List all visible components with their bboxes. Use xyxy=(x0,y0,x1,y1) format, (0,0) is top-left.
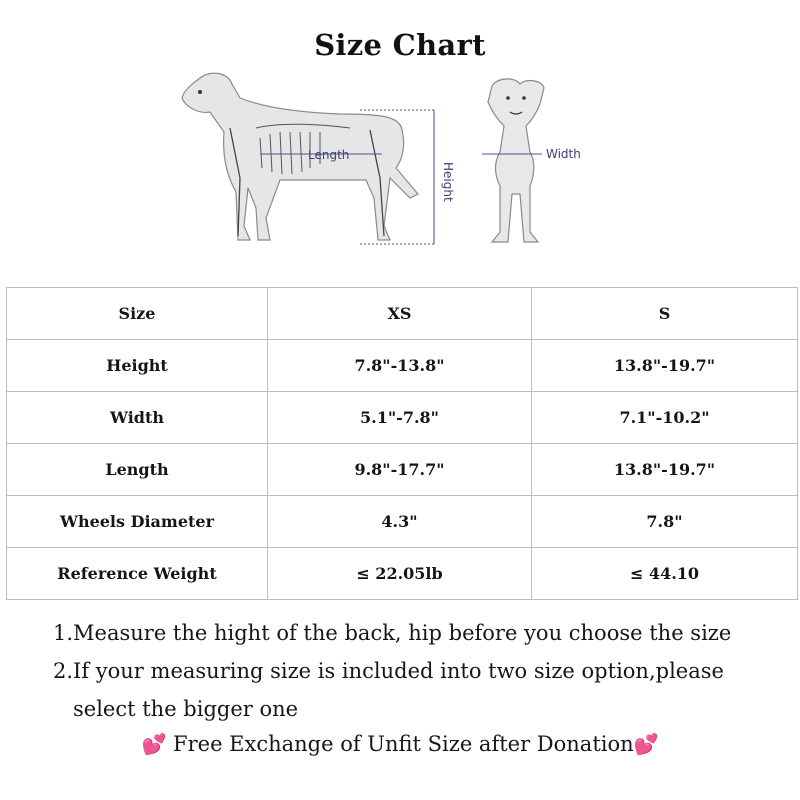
table-cell: 7.8"-13.8" xyxy=(268,340,532,392)
row-label: Wheels Diameter xyxy=(7,496,268,548)
table-row xyxy=(7,548,798,600)
table-header-row xyxy=(7,288,798,340)
table-cell: 13.8"-19.7" xyxy=(532,444,798,496)
height-label: Height xyxy=(441,162,455,202)
table-row xyxy=(7,340,798,392)
row-label: Width xyxy=(7,392,268,444)
header-cell: S xyxy=(532,288,798,340)
table-cell: 13.8"-19.7" xyxy=(532,340,798,392)
table-cell: 7.1"-10.2" xyxy=(532,392,798,444)
heart-icon: 💕 xyxy=(141,732,167,756)
table-cell: 9.8"-17.7" xyxy=(268,444,532,496)
page-title: Size Chart xyxy=(314,28,486,62)
table-cell: ≤ 44.10 xyxy=(532,548,798,600)
table-cell: 7.8" xyxy=(532,496,798,548)
row-label: Height xyxy=(7,340,268,392)
size-table xyxy=(6,287,798,600)
note-line-3: select the bigger one xyxy=(73,697,299,721)
table-cell: 5.1"-7.8" xyxy=(268,392,532,444)
row-label: Reference Weight xyxy=(7,548,268,600)
dog-skeleton-side-icon xyxy=(182,73,418,240)
note-line-2: 2.If your measuring size is included into two size option,please xyxy=(53,659,724,683)
dog-measurement-diagram xyxy=(170,68,600,258)
table-row xyxy=(7,444,798,496)
header-cell: Size xyxy=(7,288,268,340)
width-label: Width xyxy=(546,147,581,161)
table-cell: ≤ 22.05lb xyxy=(268,548,532,600)
table-cell: 4.3" xyxy=(268,496,532,548)
row-label: Length xyxy=(7,444,268,496)
length-label: Length xyxy=(308,148,350,162)
table-row xyxy=(7,392,798,444)
note-line-1: 1.Measure the hight of the back, hip before you choose the size xyxy=(53,621,732,645)
exchange-text: Free Exchange of Unfit Size after Donation xyxy=(173,732,634,756)
exchange-banner xyxy=(0,732,800,756)
dog-front-icon xyxy=(488,79,544,242)
table-row xyxy=(7,496,798,548)
heart-icon: 💕 xyxy=(633,732,659,756)
size-notes xyxy=(53,614,783,728)
header-cell: XS xyxy=(268,288,532,340)
